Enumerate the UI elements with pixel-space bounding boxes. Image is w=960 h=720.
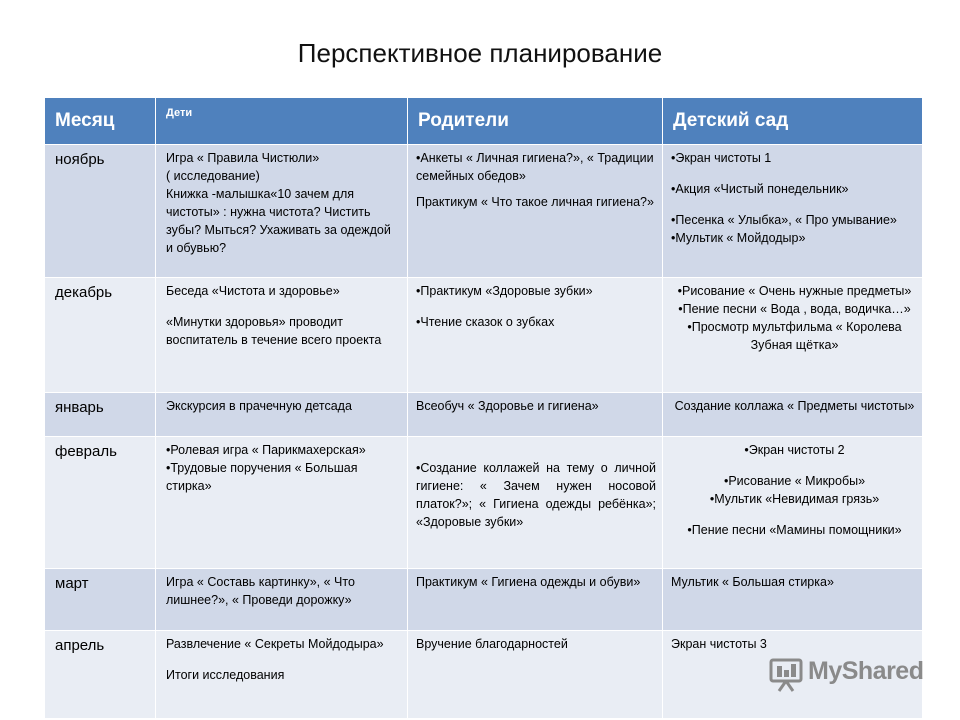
presentation-icon [768, 657, 804, 693]
cell-line: Мультик « Большая стирка» [671, 575, 834, 589]
table-row-december [45, 278, 923, 393]
cell-line: •Анкеты « Личная гигиена?», « Традиции семейных обедов» [416, 151, 654, 183]
cell-line: •Песенка « Улыбка», « Про умывание» [671, 213, 897, 227]
cell-line: •Практикум «Здоровые зубки» [416, 284, 593, 298]
cell-line: Беседа «Чистота и здоровье» [166, 284, 340, 298]
header-month: Месяц [45, 98, 156, 145]
parents-cell [408, 569, 663, 631]
children-cell [156, 393, 408, 437]
cell-line: •Рисование « Очень нужные предметы» [677, 284, 912, 298]
children-cell [156, 569, 408, 631]
month-cell: ноябрь [45, 145, 156, 278]
cell-line: Книжка -малышка«10 зачем для чистоты» : нужна чистота? Чистить зубы? Мыться? Ухаживать за одеждой и обувью? [166, 187, 391, 255]
kindergarten-cell [663, 393, 923, 437]
cell-line: Вручение благодарностей [416, 637, 568, 651]
cell-line: •Трудовые поручения « Большая стирка» [166, 461, 358, 493]
cell-line: •Создание коллажей на тему о личной гигиене: « Зачем нужен носовой платок?»; « Гигиена одежды ребёнка»; «Здоровые зубки» [416, 461, 656, 529]
cell-line: •Экран чистоты 1 [671, 151, 772, 165]
table-row-march [45, 569, 923, 631]
table-row-january [45, 393, 923, 437]
cell-line: Экран чистоты 3 [671, 637, 767, 651]
parents-cell [408, 631, 663, 719]
month-cell: декабрь [45, 278, 156, 393]
cell-line: •Ролевая игра « Парикмахерская» [166, 443, 366, 457]
table-row-november [45, 145, 923, 278]
cell-line: •Мультик «Невидимая грязь» [709, 492, 880, 506]
table-row-february [45, 437, 923, 569]
cell-line: •Чтение сказок о зубках [416, 315, 555, 329]
planning-table [44, 97, 923, 719]
myshared-watermark [766, 655, 926, 695]
cell-line: •Акция «Чистый понедельник» [671, 182, 849, 196]
cell-line: Создание коллажа « Предметы чистоты» [674, 399, 915, 413]
parents-cell [408, 393, 663, 437]
children-cell [156, 145, 408, 278]
kindergarten-cell [663, 437, 923, 569]
cell-line: •Просмотр мультфильма « Королева Зубная щётка» [687, 320, 902, 352]
cell-line: •Пение песни « Вода , вода, водичка…» [678, 302, 911, 316]
cell-line: •Рисование « Микробы» [723, 474, 866, 488]
parents-cell [408, 145, 663, 278]
month-cell: апрель [45, 631, 156, 719]
children-cell [156, 278, 408, 393]
cell-line: ( исследование) [166, 169, 260, 183]
watermark-text: MyShared [808, 657, 924, 685]
header-children: Дети [156, 98, 408, 145]
kindergarten-cell [663, 569, 923, 631]
parents-cell [408, 437, 663, 569]
cell-line: •Мультик « Мойдодыр» [671, 231, 806, 245]
cell-line: Экскурсия в прачечную детсада [166, 399, 352, 413]
page-title: Перспективное планирование [297, 38, 663, 68]
cell-line: Практикум « Что такое личная гигиена?» [416, 195, 654, 209]
cell-line: Практикум « Гигиена одежды и обуви» [416, 575, 641, 589]
month-cell: январь [45, 393, 156, 437]
cell-line: •Пение песни «Мамины помощники» [687, 523, 902, 537]
kindergarten-cell [663, 278, 923, 393]
children-cell [156, 437, 408, 569]
parents-cell [408, 278, 663, 393]
month-cell: март [45, 569, 156, 631]
cell-line: Игра « Составь картинку», « Что лишнее?», « Проведи дорожку» [166, 575, 355, 607]
cell-line: •Экран чистоты 2 [744, 443, 845, 457]
header-parents: Родители [408, 98, 663, 145]
cell-line: Игра « Правила Чистюли» [166, 151, 320, 165]
children-cell [156, 631, 408, 719]
cell-line: «Минутки здоровья» проводит воспитатель в течение всего проекта [166, 315, 382, 347]
header-kindergarten: Детский сад [663, 98, 923, 145]
cell-line: Итоги исследования [166, 668, 285, 682]
cell-line: Всеобуч « Здоровье и гигиена» [416, 399, 599, 413]
kindergarten-cell [663, 145, 923, 278]
header-row [45, 98, 923, 145]
month-cell: февраль [45, 437, 156, 569]
cell-line: Развлечение « Секреты Мойдодыра» [166, 637, 384, 651]
